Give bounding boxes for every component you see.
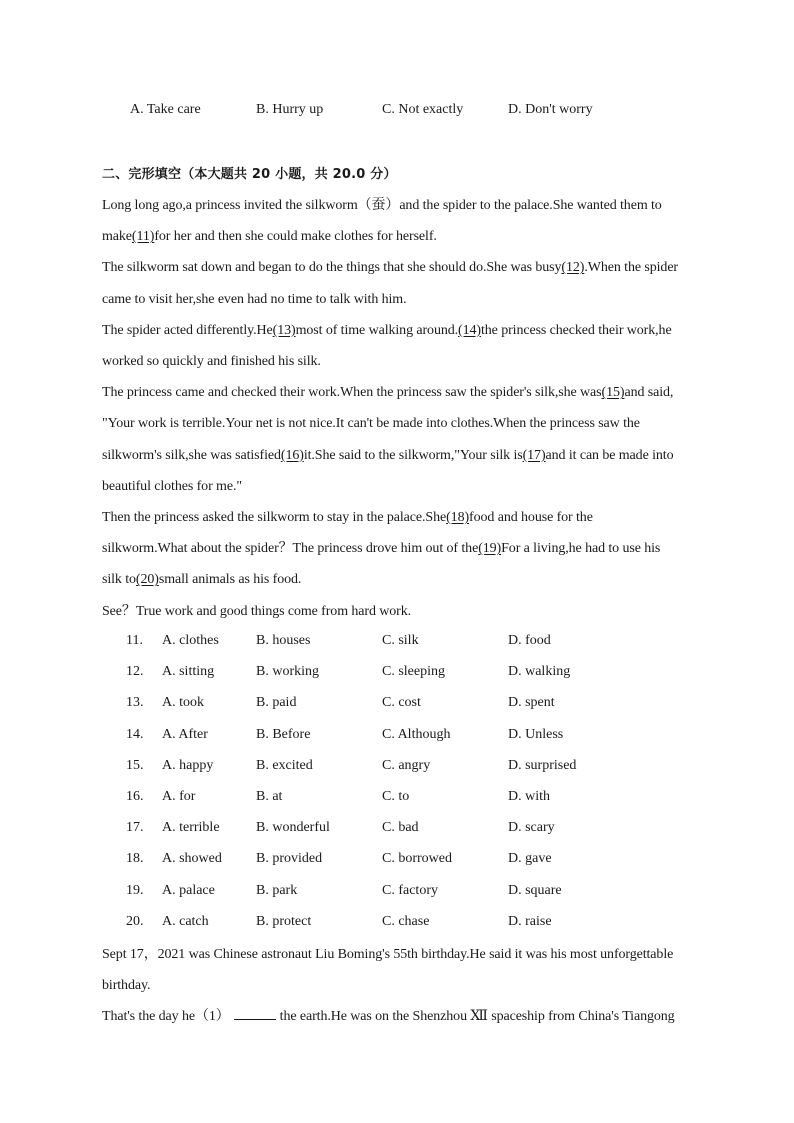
blank-number: (19) xyxy=(478,541,502,557)
option-a[interactable]: A. palace xyxy=(162,882,215,898)
passage-text: and said, xyxy=(624,385,674,401)
option-d[interactable]: D. Unless xyxy=(508,726,564,742)
option-b[interactable]: B. protect xyxy=(256,913,312,929)
option-a[interactable]: A. catch xyxy=(162,913,209,929)
option-c[interactable]: C. sleeping xyxy=(382,664,445,680)
passage-line xyxy=(102,252,702,283)
blank-number: (18) xyxy=(446,510,470,525)
passage-line xyxy=(102,221,702,252)
option-b[interactable]: B. paid xyxy=(256,695,297,711)
option-d[interactable]: D. raise xyxy=(508,913,552,929)
passage-text: silkworm's silk,she was satisfied xyxy=(102,447,281,463)
passage-text: for her and then she could make clothes for herself. xyxy=(154,229,437,245)
option-d[interactable]: D. spent xyxy=(508,695,555,711)
next-passage-line: birthday. xyxy=(102,978,151,993)
option-b[interactable]: B. provided xyxy=(256,851,323,867)
option-d[interactable]: D. with xyxy=(508,788,550,804)
option-a: A. Take care xyxy=(130,102,201,117)
passage-line xyxy=(102,190,702,221)
next-passage-line xyxy=(102,1001,702,1032)
blank-number: (15) xyxy=(601,385,625,401)
next-passage-text: That's the day he（1） xyxy=(102,1009,230,1024)
passage-text: the princess checked their work,he xyxy=(480,322,672,338)
passage-text: The silkworm sat down and began to do the things that she should do.She was busy xyxy=(102,260,562,276)
option-d: D. Don't worry xyxy=(508,102,593,117)
option-a[interactable]: A. terrible xyxy=(162,820,220,836)
question-number: 20. xyxy=(126,913,144,929)
option-a[interactable]: A. After xyxy=(162,726,208,742)
section-title: 二、完形填空（本大题共 20 小题，共 20.0 分） xyxy=(102,167,397,182)
passage-text: For a living,he had to use his xyxy=(501,541,661,557)
passage-text: worked so quickly and finished his silk. xyxy=(102,354,321,369)
passage-text: silkworm.What about the spider？The princess drove him out of the xyxy=(102,541,479,557)
passage-line xyxy=(102,533,702,564)
blank-number: (17) xyxy=(522,447,546,463)
passage-line xyxy=(102,346,702,377)
option-c[interactable]: C. cost xyxy=(382,695,421,711)
option-b[interactable]: B. houses xyxy=(256,633,311,648)
passage-text: The spider acted differently.He xyxy=(102,322,273,338)
option-d[interactable]: D. walking xyxy=(508,664,571,680)
question-number: 14. xyxy=(126,726,144,742)
passage-line xyxy=(102,471,702,502)
option-d[interactable]: D. square xyxy=(508,882,562,898)
passage-text: came to visit her,she even had no time to talk with him. xyxy=(102,291,407,307)
next-passage-line: Sept 17，2021 was Chinese astronaut Liu Boming's 55th birthday.He said it was his most unforgettable xyxy=(102,947,674,962)
question-number: 16. xyxy=(126,788,144,804)
passage-line xyxy=(102,377,702,408)
option-a[interactable]: A. happy xyxy=(162,757,214,773)
passage-text: beautiful clothes for me." xyxy=(102,478,242,494)
passage-line xyxy=(102,596,702,627)
option-d[interactable]: D. food xyxy=(508,633,551,648)
option-b[interactable]: B. park xyxy=(256,882,298,898)
blank-number: (12) xyxy=(561,260,585,276)
passage-text: food and house for the xyxy=(469,510,593,525)
passage-text: and it can be made into xyxy=(545,447,674,463)
option-c[interactable]: C. silk xyxy=(382,633,419,648)
option-c: C. Not exactly xyxy=(382,102,464,117)
option-d[interactable]: D. gave xyxy=(508,851,552,867)
option-b[interactable]: B. at xyxy=(256,788,283,804)
blank-number: (13) xyxy=(272,322,296,338)
option-c[interactable]: C. factory xyxy=(382,882,438,898)
option-b[interactable]: B. Before xyxy=(256,726,311,742)
passage-text: small animals as his food. xyxy=(158,572,302,588)
passage-text: "Your work is terrible.Your net is not nice.It can't be made into clothes.When the princess saw the xyxy=(102,416,640,432)
passage-text: Then the princess asked the silkworm to stay in the palace.She xyxy=(102,510,447,525)
option-c[interactable]: C. angry xyxy=(382,757,431,773)
option-b[interactable]: B. wonderful xyxy=(256,820,330,836)
passage-line xyxy=(102,502,702,533)
option-c[interactable]: C. Although xyxy=(382,726,451,742)
passage-text: silk to xyxy=(102,572,136,588)
option-a[interactable]: A. took xyxy=(162,695,204,711)
passage-text: The princess came and checked their work.When the princess saw the spider's silk,she was xyxy=(102,385,602,401)
option-b[interactable]: B. working xyxy=(256,664,319,680)
blank-number: (20) xyxy=(135,572,159,588)
blank-number: (11) xyxy=(131,229,155,245)
passage-line xyxy=(102,284,702,315)
option-c[interactable]: C. bad xyxy=(382,820,419,836)
question-number: 13. xyxy=(126,695,144,711)
question-number: 15. xyxy=(126,757,144,773)
option-c[interactable]: C. borrowed xyxy=(382,851,452,867)
passage-text: it.She said to the silkworm,"Your silk is xyxy=(303,447,523,463)
option-c[interactable]: C. to xyxy=(382,788,410,804)
next-passage-text: the earth.He was on the Shenzhou Ⅻ spaceship from China's Tiangong xyxy=(279,1009,675,1024)
passage-line xyxy=(102,408,702,439)
answer-blank[interactable] xyxy=(234,1005,276,1020)
blank-number: (14) xyxy=(458,322,481,338)
passage-text: See？True work and good things come from hard work. xyxy=(102,603,412,619)
passage-line xyxy=(102,315,702,346)
question-number: 12. xyxy=(126,664,144,680)
question-number: 18. xyxy=(126,851,144,867)
passage-line xyxy=(102,440,702,471)
question-number: 17. xyxy=(126,820,144,836)
passage-text: .When the spider xyxy=(584,260,678,276)
option-a[interactable]: A. showed xyxy=(162,851,222,867)
passage-text: make xyxy=(102,229,132,245)
option-d[interactable]: D. surprised xyxy=(508,757,577,773)
option-c[interactable]: C. chase xyxy=(382,913,430,929)
option-b: B. Hurry up xyxy=(256,102,324,117)
option-a[interactable]: A. sitting xyxy=(162,664,215,680)
question-number: 11. xyxy=(126,633,143,648)
question-number: 19. xyxy=(126,882,144,898)
passage-text: most of time walking around. xyxy=(295,322,459,338)
passage-line xyxy=(102,564,702,595)
option-d[interactable]: D. scary xyxy=(508,820,555,836)
passage-text: Long long ago,a princess invited the silkworm（蚕）and the spider to the palace.She wanted them to xyxy=(102,198,662,213)
option-b[interactable]: B. excited xyxy=(256,757,313,773)
blank-number: (16) xyxy=(280,447,304,463)
option-a[interactable]: A. clothes xyxy=(162,633,219,648)
option-a[interactable]: A. for xyxy=(162,788,196,804)
